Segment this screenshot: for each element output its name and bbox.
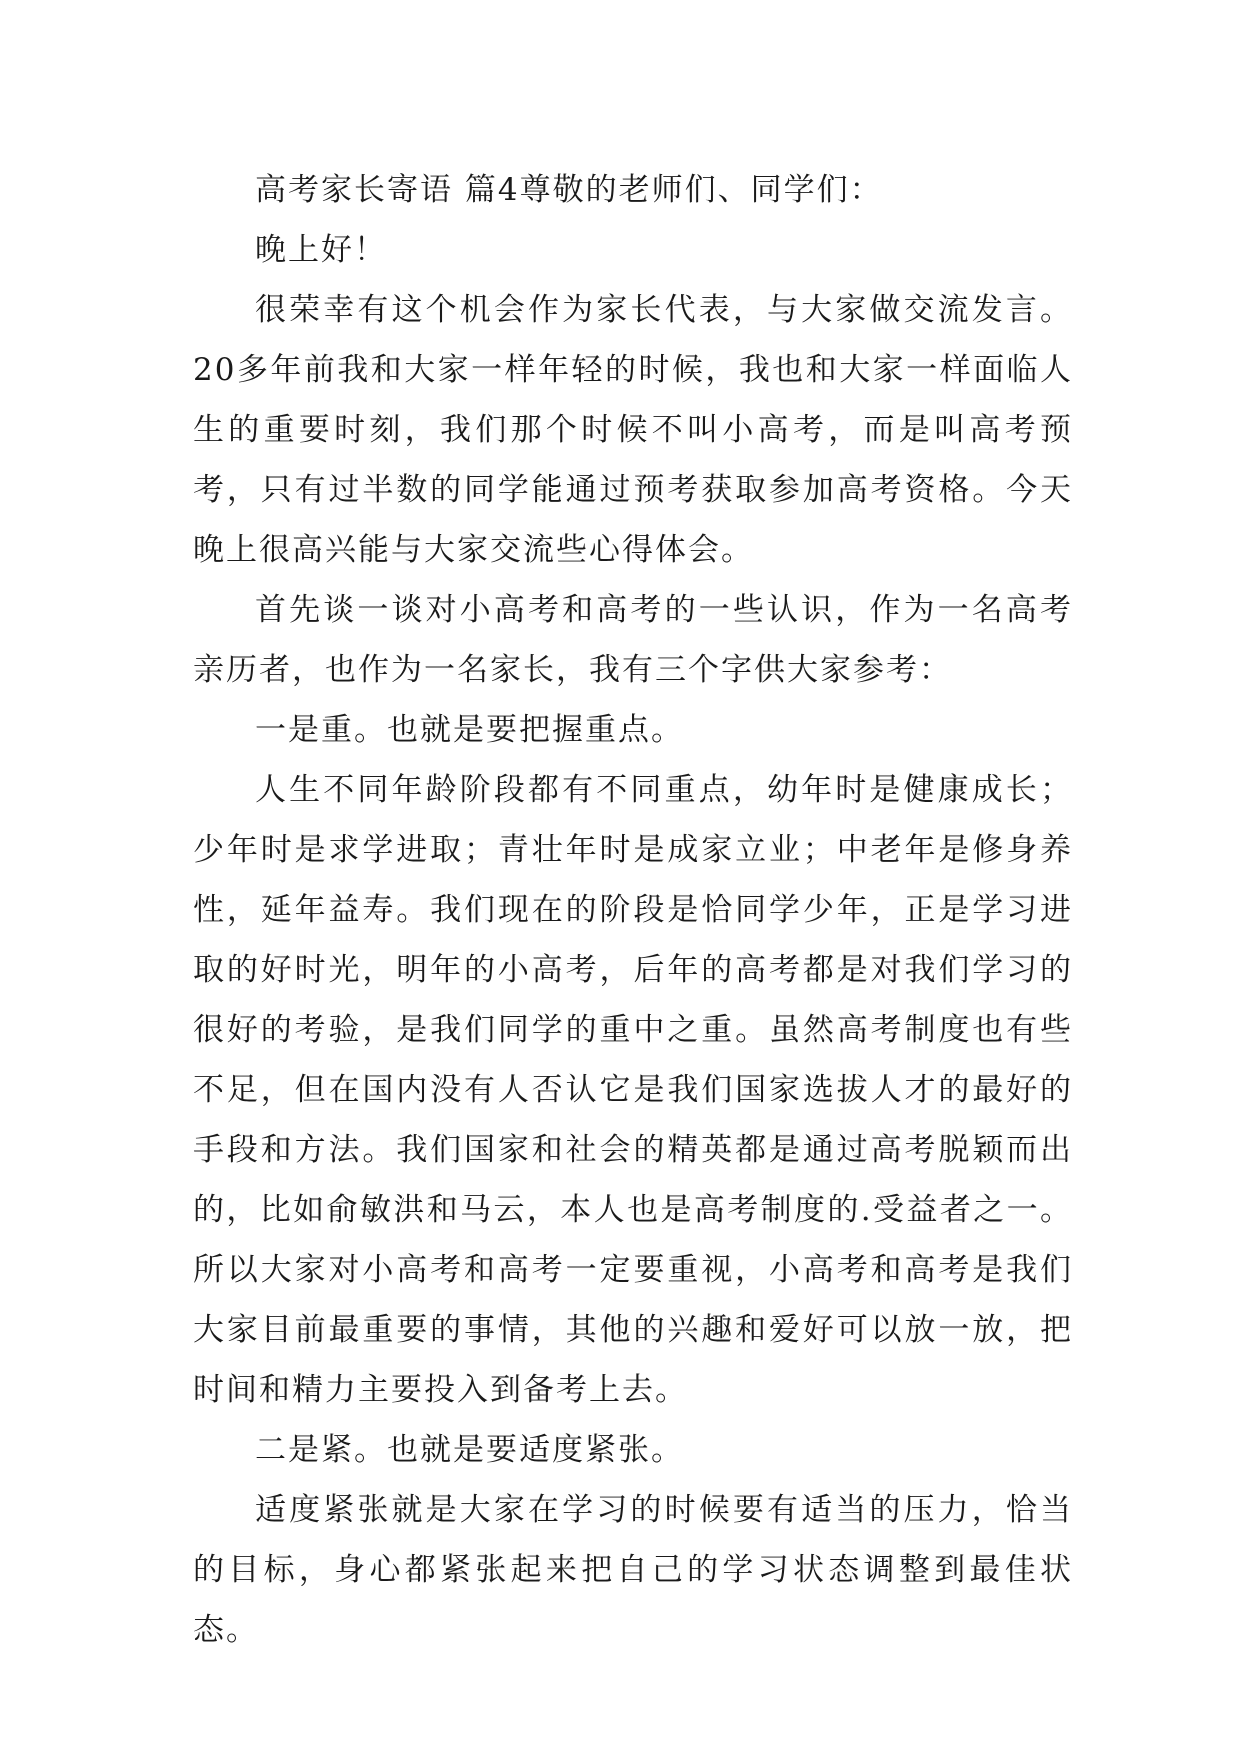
document-body	[193, 160, 1073, 1660]
greeting-paragraph: 晚上好！	[255, 232, 387, 268]
point-one-heading: 一是重。也就是要把握重点。	[255, 712, 684, 748]
point-two-heading: 二是紧。也就是要适度紧张。	[255, 1432, 684, 1468]
intro-paragraph: 很荣幸有这个机会作为家长代表，与大家做交流发言。20多年前我和大家一样年轻的时候，我也和大家一样面临人生的重要时刻，我们那个时候不叫小高考，而是叫高考预考，只有过半数的同学能通过预考获取参加高考资格。今天晚上很高兴能与大家交流些心得体会。	[193, 292, 1073, 568]
point-one-paragraph: 人生不同年龄阶段都有不同重点，幼年时是健康成长；少年时是求学进取；青壮年时是成家立业；中老年是修身养性，延年益寿。我们现在的阶段是恰同学少年，正是学习进取的好时光，明年的小高考，后年的高考都是对我们学习的很好的考验，是我们同学的重中之重。虽然高考制度也有些不足，但在国内没有人否认它是我们国家选拔人才的最好的手段和方法。我们国家和社会的精英都是通过高考脱颖而出的，比如俞敏洪和马云，本人也是高考制度的.受益者之一。所以大家对小高考和高考一定要重视，小高考和高考是我们大家目前最重要的事情，其他的兴趣和爱好可以放一放，把时间和精力主要投入到备考上去。	[193, 772, 1073, 1408]
heading-line: 高考家长寄语 篇4尊敬的老师们、同学们：	[255, 172, 883, 208]
point-two-paragraph: 适度紧张就是大家在学习的时候要有适当的压力，恰当的目标，身心都紧张起来把自己的学习状态调整到最佳状态。	[193, 1492, 1073, 1648]
overview-paragraph: 首先谈一谈对小高考和高考的一些认识，作为一名高考亲历者，也作为一名家长，我有三个字供大家参考：	[193, 592, 1073, 688]
